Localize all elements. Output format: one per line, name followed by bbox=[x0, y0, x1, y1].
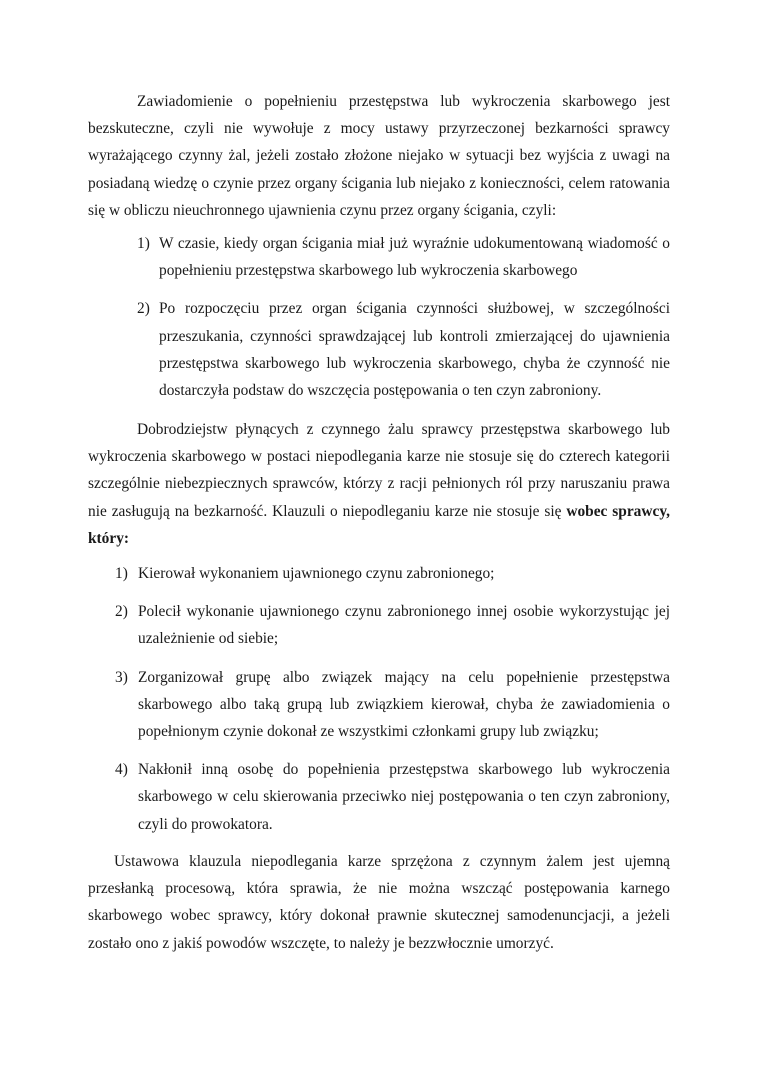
list-item-number: 1) bbox=[137, 235, 150, 252]
list-item bbox=[115, 756, 670, 838]
excluded-offenders-list bbox=[115, 560, 670, 838]
closing-paragraph: Ustawowa klauzula niepodlegania karze sprzężona z czynnym żalem jest ujemną przesłanką procesową, która sprawia, że nie można wszcząć postępowania karnego skarbowego wobec sprawcy, który dokonał prawnie skutecznej samodenuncjacji, a jeżeli zostało ono z jakiś powodów wszczęte, to należy je bezzwłocznie umorzyć. bbox=[88, 853, 670, 952]
list-item bbox=[115, 598, 670, 652]
list-item-number: 2) bbox=[115, 603, 128, 621]
list-item-text: Polecił wykonanie ujawnionego czynu zabronionego innej osobie wykorzystując jej uzależnienie od siebie; bbox=[138, 603, 670, 648]
offender-categories-text: Dobrodziejstw płynących z czynnego żalu sprawcy przestępstwa skarbowego lub wykroczenia skarbowego w postaci niepodlegania karze nie stosuje się do czterech kategorii szczególnie niebezpiecznych sprawców, którzy z racji pełnionych ról przy naruszaniu prawa nie zasługują na bezkarność. Klauzuli o niepodleganiu karze nie stosuje się bbox=[88, 421, 670, 520]
list-item-text: Kierował wykonaniem ujawnionego czynu zabronionego; bbox=[138, 565, 495, 582]
list-item-number: 1) bbox=[115, 565, 128, 582]
list-item bbox=[137, 295, 670, 404]
offender-categories-paragraph bbox=[88, 416, 670, 552]
list-item-number: 3) bbox=[115, 668, 128, 686]
intro-paragraph: Zawiadomienie o popełnieniu przestępstwa lub wykroczenia skarbowego jest bezskuteczne, czyli nie wywołuje z mocy ustawy przyrzeczonej bezkarności sprawcy wyrażającego czynny żal, jeżeli zostało złożone niejako w sytuacji bez wyjścia z uwagi na posiadaną wiedzę o czynie przez organy ścigania lub niejako z konieczności, celem ratowania się w obliczu nieuchronnego ujawnienia czynu przez organy ścigania, czyli: bbox=[88, 93, 670, 219]
list-item bbox=[115, 664, 670, 746]
list-item bbox=[115, 560, 670, 587]
list-item bbox=[137, 230, 670, 284]
circumstances-list bbox=[137, 230, 670, 404]
list-item-text: Nakłonił inną osobę do popełnienia przestępstwa skarbowego lub wykroczenia skarbowego w celu skierowania przeciwko niej postępowania o ten czyn zabroniony, czyli do prowokatora. bbox=[138, 761, 670, 833]
list-item-number: 2) bbox=[137, 300, 150, 318]
list-item-text: Zorganizował grupę albo związek mający na celu popełnienie przestępstwa skarbowego albo taką grupą lub związkiem kierował, chyba że zawiadomienia o popełnionym czynie dokonał ze wszystkimi członkami grupy lub związku; bbox=[138, 668, 670, 741]
offender-categories-emphasis: wobec sprawcy, który: bbox=[88, 502, 671, 547]
list-item-text: W czasie, kiedy organ ścigania miał już wyraźnie udokumentowaną wiadomość o popełnieniu przestępstwa skarbowego lub wykroczenia skarbowego bbox=[159, 235, 670, 280]
list-item-number: 4) bbox=[115, 761, 128, 779]
list-item-text: Po rozpoczęciu przez organ ścigania czynności służbowej, w szczególności przeszukania, czynności sprawdzającej lub kontroli zmierzającej do ujawnienia przestępstwa skarbowego lub wykroczenia skarbowego, chyba że czynność nie dostarczyła podstaw do wszczęcia postępowania o ten czyn zabroniony. bbox=[159, 300, 670, 400]
